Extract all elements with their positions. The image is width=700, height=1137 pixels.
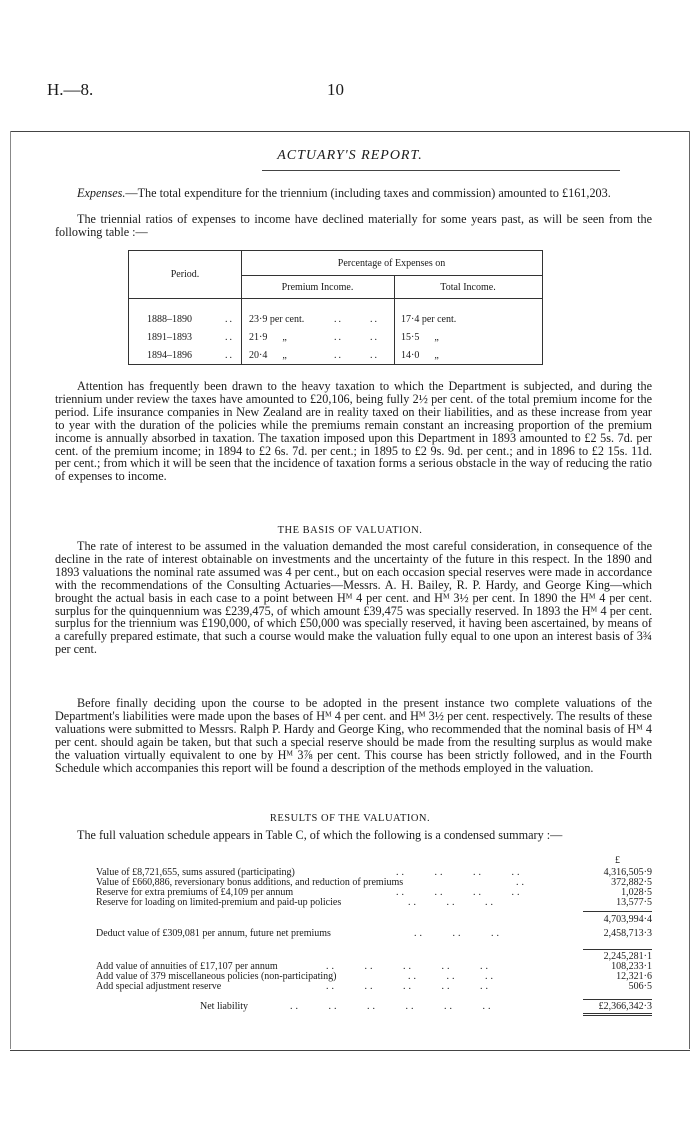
leader-dots: .. .. .. ..	[396, 867, 523, 878]
leader-dots: ..	[225, 350, 234, 361]
table-rule	[129, 298, 542, 299]
summary-value: £2,366,342·3	[598, 1001, 652, 1012]
summary-value: 2,245,281·1	[603, 951, 652, 962]
basis-paragraph-2: Before finally deciding upon the course to be adopted in the present instance two complete valuations of the Department's liabilities were made upon the bases of Hᴹ 4 per cent. and Hᴹ 3½ per cent. respectively. The results of these valuations were submitted to Messrs. Ralph P. Hardy and George King, who recommended that the nominal basis of Hᴹ 4 per cent. should again be taken, but that such a special reserve should be made from the resulting surplus as would make the valuation virtually equivalent to one by Hᴹ 3⅞ per cent. This course has been strictly followed, and in the Fourth Schedule which accompanies this report will be found a description of the methods employed in the valuation.	[55, 696, 652, 775]
page-number: 10	[327, 80, 344, 99]
frame-right-rule	[689, 131, 690, 1049]
sum-rule	[583, 949, 652, 950]
leader-dots: .. .. .. ..	[396, 887, 523, 898]
table-cell-period: 1891–1893	[147, 332, 192, 343]
summary-row	[96, 897, 652, 909]
leader-dots: .. ..	[334, 350, 379, 361]
leader-dots: ..	[225, 332, 234, 343]
summary-label: Deduct value of £309,081 per annum, future net premiums	[96, 928, 331, 939]
summary-value: 4,316,505·9	[603, 867, 652, 878]
expenses-table	[128, 250, 543, 365]
leader-dots: .. ..	[334, 314, 379, 325]
expenses-ratio-paragraph: The triennial ratios of expenses to income have declined materially for some years past, as will be seen from the following table :—	[55, 212, 652, 239]
summary-value: 506·5	[628, 981, 652, 992]
summary-label: Add value of annuities of £17,107 per annum	[96, 961, 278, 972]
col-header-total: Total Income.	[440, 282, 496, 293]
table-cell-premium: 23·9 per cent.	[249, 314, 305, 325]
sum-rule	[583, 999, 652, 1000]
sum-rule	[583, 1013, 652, 1014]
table-cell-period: 1894–1896	[147, 350, 192, 361]
title-rule	[262, 170, 620, 171]
summary-label: Reserve for extra premiums of £4,109 per annum	[96, 887, 294, 898]
summary-value: 372,882·5	[611, 877, 652, 888]
summary-subtotal-row	[96, 914, 652, 926]
table-cell-premium: 21·9 „	[249, 332, 287, 343]
leader-dots: .. .. ..	[414, 928, 502, 939]
sum-double-rule	[583, 1015, 652, 1016]
table-cell-total: 15·5 „	[401, 332, 439, 343]
summary-value: 4,703,994·4	[603, 914, 652, 925]
results-heading: RESULTS OF THE VALUATION.	[269, 813, 431, 824]
summary-value: 108,233·1	[611, 961, 652, 972]
expenses-text: —The total expenditure for the triennium (including taxes and commission) amounted to £161,203.	[125, 186, 611, 200]
leader-dots: .. ..	[334, 332, 379, 343]
summary-label: Net liability	[200, 1001, 249, 1012]
col-header-group: Percentage of Expenses on	[337, 258, 446, 269]
summary-value: 13,577·5	[616, 897, 652, 908]
results-intro: The full valuation schedule appears in Table C, of which the following is a condensed summary :—	[77, 828, 563, 842]
leader-dots: .. .. .. .. ..	[326, 981, 491, 992]
summary-label: Add special adjustment reserve	[96, 981, 222, 992]
summary-value: 12,321·6	[616, 971, 652, 982]
leader-dots: ..	[516, 877, 527, 888]
table-cell-period: 1888–1890	[147, 314, 192, 325]
col-header-premium: Premium Income.	[281, 282, 354, 293]
summary-label: Reserve for loading on limited-premium and paid-up policies	[96, 897, 342, 908]
summary-row	[96, 928, 652, 940]
summary-row	[96, 981, 652, 993]
summary-label: Add value of 379 miscellaneous policies (non-participating)	[96, 971, 337, 982]
expenses-lead: Expenses.	[77, 186, 126, 200]
currency-header: £	[615, 855, 620, 866]
summary-value: 1,028·5	[621, 887, 652, 898]
leader-dots: ..	[225, 314, 234, 325]
table-cell-premium: 20·4 „	[249, 350, 287, 361]
document-reference: H.—8.	[47, 80, 94, 99]
col-header-period: Period.	[170, 269, 200, 280]
taxation-paragraph: Attention has frequently been drawn to the heavy taxation to which the Department is subjected, and during the triennium under review the taxes have amounted to £20,106, being fully 2½ per cent. of the total premium income for the period. Life insurance companies in New Zealand are in reality taxed on their liabilities, and as these increase from year to year with the duration of the policies while the premiums remain constant an increasing proportion of the premium income is annually absorbed in taxation. The taxation imposed upon this Department in 1893 amounted to £2 5s. 7d. per cent. of the premium income; in 1894 to £2 6s. 7d. per cent.; in 1895 to £2 9s. 9d. per cent.; and in 1896 to £2 15s. 11d. per cent.; from which it will be seen that the incidence of taxation forms a serious obstacle in the way of reducing the ratio of expenses to income.	[55, 379, 652, 484]
leader-dots: .. .. ..	[408, 971, 496, 982]
leader-dots: .. .. ..	[408, 897, 496, 908]
sum-rule	[583, 911, 652, 912]
summary-row	[200, 1001, 652, 1013]
table-cell-total: 14·0 „	[401, 350, 439, 361]
leader-dots: .. .. .. .. ..	[326, 961, 491, 972]
table-cell-total: 17·4 per cent.	[401, 314, 457, 325]
report-title: ACTUARY'S REPORT.	[277, 148, 423, 163]
summary-value: 2,458,713·3	[603, 928, 652, 939]
summary-label: Value of £660,886, reversionary bonus additions, and reduction of premiums	[96, 877, 404, 888]
table-rule	[241, 275, 542, 276]
basis-paragraph-1: The rate of interest to be assumed in the valuation demanded the most careful consideration, in consequence of the decline in the rate of interest obtainable on investments and the uncertainty of the future in this respect. In the 1890 and 1893 valuations the nominal rate assumed was 4 per cent., but on each occasion special reserves were made in accordance with the recommendations of the Consulting Actuaries—Messrs. A. H. Bailey, R. P. Hardy, and George King—which brought the actual basis in each case to a point between Hᴹ 4 per cent. and Hᴹ 3½ per cent. In 1890 the Hᴹ 4 per cent. surplus for the quinquennium was £239,475, of which amount £39,475 was specially reserved. In 1893 the Hᴹ 4 per cent. surplus for the triennium was £190,000, of which £50,000 was specially reserved, it having been ascertained, by means of a carefully prepared estimate, that such a course would make the valuation fully equal to one upon an interest basis of 3¾ per cent.	[55, 539, 652, 657]
leader-dots: .. .. .. .. .. ..	[290, 1001, 494, 1012]
frame-left-rule	[10, 131, 11, 1049]
basis-heading: THE BASIS OF VALUATION.	[277, 525, 423, 536]
summary-label: Value of £8,721,655, sums assured (participating)	[96, 867, 295, 878]
expenses-paragraph	[55, 187, 652, 200]
